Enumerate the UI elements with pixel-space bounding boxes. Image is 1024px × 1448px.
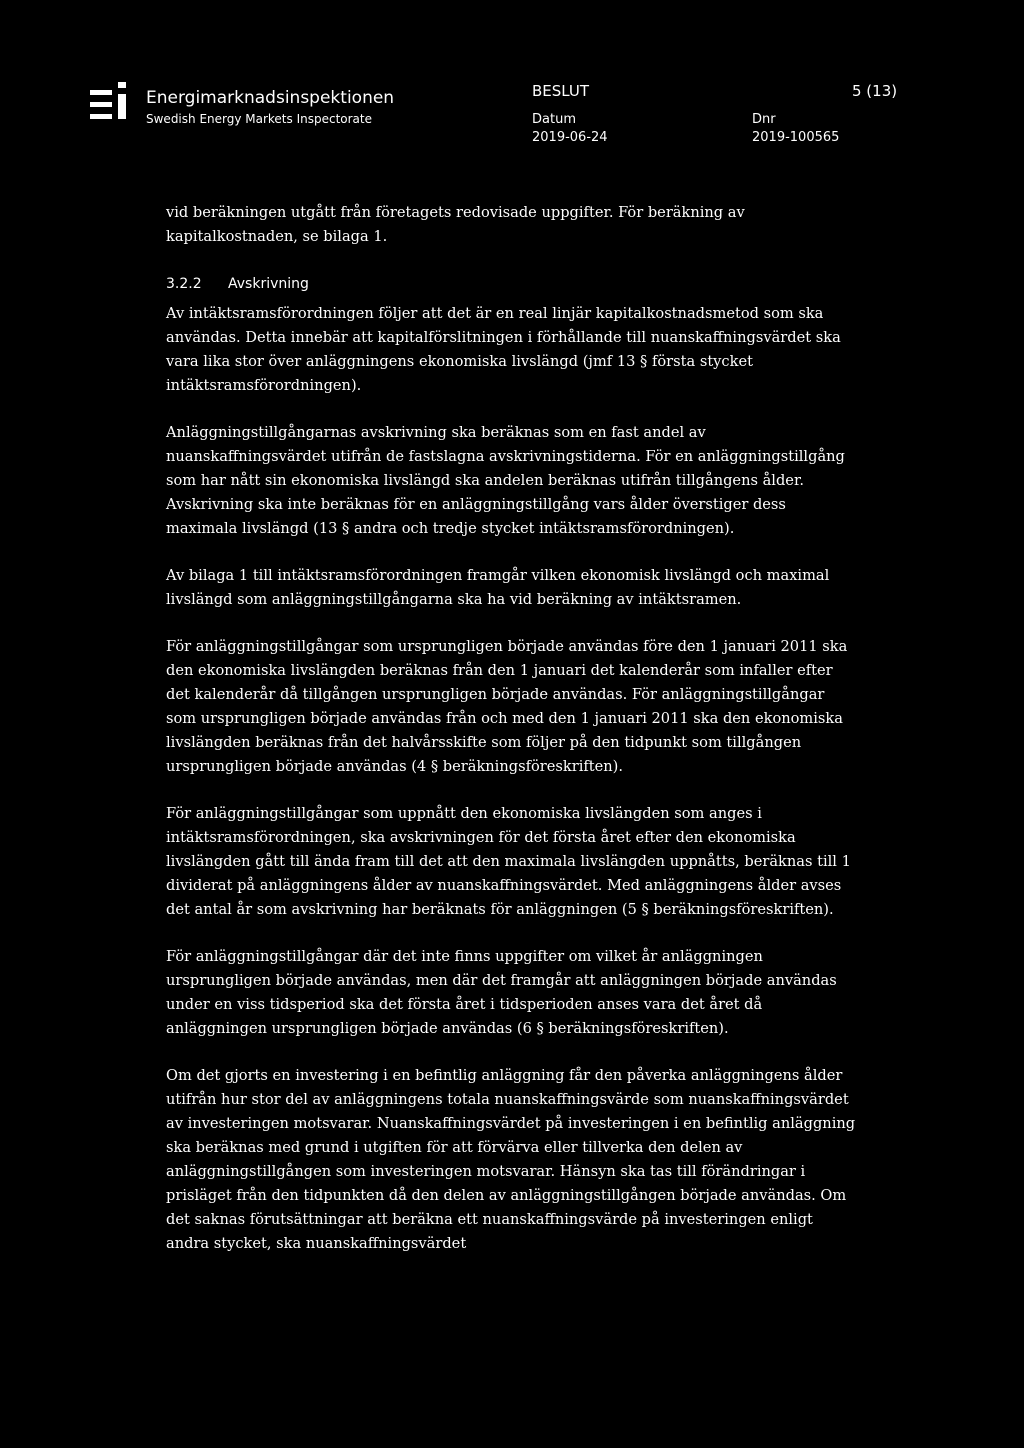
page-number: 5 (13)	[852, 82, 898, 100]
paragraph: Av intäktsramsförordningen följer att det är en real linjär kapitalkostnadsmetod som ska användas. Detta innebär att kapitalförslitningen i förhållande till nuanskaffningsvärdet ska vara lika stor över anläggningens ekonomiska livslängd (jmf 13 § första stycket intäktsramsförordningen).	[166, 305, 841, 394]
organization-subtitle: Swedish Energy Markets Inspectorate	[146, 112, 372, 126]
paragraph: Om det gjorts en investering i en befintlig anläggning får den påverka anläggningens ålder utifrån hur stor del av anläggningens totala nuanskaffningsvärde som nuanskaffningsvärdet av investeringen motsvarar. Nuanskaffningsvärdet på investeringen i en befintlig anläggning ska beräknas med grund i utgiften för att förvärva eller tillverka den delen av anläggningstillgången som investeringen motsvarar. Hänsyn ska tas till förändringar i prisläget från den tidpunkten då den delen av anläggningstillgången började användas. Om det saknas förutsättningar att beräkna ett nuanskaffningsvärde på investeringen enligt andra stycket, ska nuanskaffningsvärdet	[166, 1067, 856, 1252]
section-heading	[166, 272, 856, 296]
document-type: BESLUT	[532, 82, 590, 100]
ei-logo-icon	[90, 80, 136, 128]
organization-name: Energimarknadsinspektionen	[146, 88, 395, 108]
paragraph: Anläggningstillgångarnas avskrivning ska beräknas som en fast andel av nuanskaffningsvärdet utifrån de fastslagna avskrivningstiderna. För en anläggningstillgång som har nått sin ekonomiska livslängd ska andelen beräknas utifrån tillgångens ålder. Avskrivning ska inte beräknas för en anläggningstillgång vars ålder överstiger dess maximala livslängd (13 § andra och tredje stycket intäktsramsförordningen).	[166, 424, 845, 537]
paragraph: Av bilaga 1 till intäktsramsförordningen framgår vilken ekonomisk livslängd och maximal livslängd som anläggningstillgångarna ska ha vid beräkning av intäktsramen.	[166, 567, 830, 608]
section-number: 3.2.2	[166, 276, 202, 292]
document-body	[166, 201, 856, 1279]
section-title: Avskrivning	[228, 276, 309, 292]
paragraph: För anläggningstillgångar som uppnått den ekonomiska livslängden som anges i intäktsramsförordningen, ska avskrivningen för det första året efter den ekonomiska livslängden gått till ända fram till det att den maximala livslängden uppnåtts, beräknas till 1 dividerat på anläggningens ålder av nuanskaffningsvärdet. Med anläggningens ålder avses det antal år som avskrivning har beräknats för anläggningen (5 § beräkningsföreskriften).	[166, 805, 851, 918]
page-header	[0, 0, 1024, 160]
paragraph-intro: vid beräkningen utgått från företagets redovisade uppgifter. För beräkning av kapitalkostnaden, se bilaga 1.	[166, 204, 745, 245]
paragraph: För anläggningstillgångar där det inte finns uppgifter om vilket år anläggningen ursprungligen började användas, men där det framgår att anläggningen började användas under en viss tidsperiod ska det första året i tidsperioden anses vara det året då anläggningen ursprungligen började användas (6 § beräkningsföreskriften).	[166, 948, 837, 1037]
dnr-value: 2019-100565	[752, 130, 840, 145]
date-value: 2019-06-24	[532, 130, 608, 145]
paragraph: För anläggningstillgångar som ursprungligen började användas före den 1 januari 2011 ska den ekonomiska livslängden beräknas från den 1 januari det kalenderår som infaller efter det kalenderår då tillgången ursprungligen började användas. För anläggningstillgångar som ursprungligen började användas från och med den 1 januari 2011 ska den ekonomiska livslängden beräknas från det halvårsskifte som följer på den tidpunkt som tillgången ursprungligen började användas (4 § beräkningsföreskriften).	[166, 638, 848, 775]
dnr-label: Dnr	[752, 112, 776, 127]
date-label: Datum	[532, 112, 576, 127]
